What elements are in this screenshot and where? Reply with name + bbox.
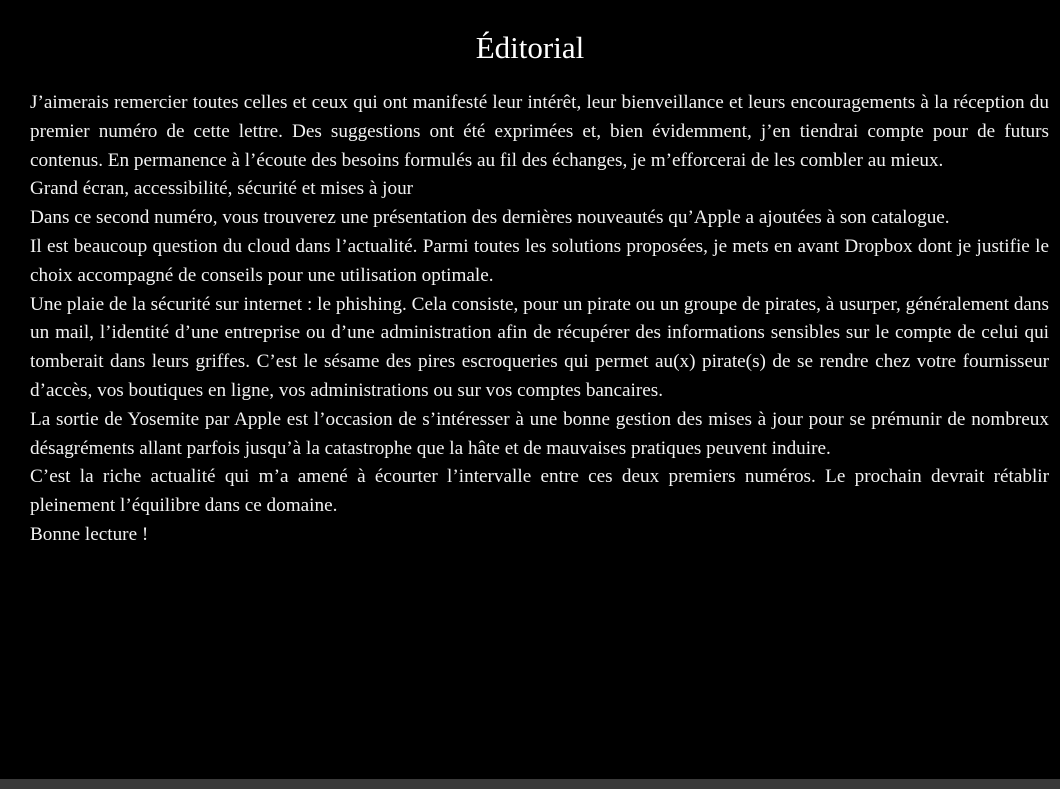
- paragraph-apple-news: Dans ce second numéro, vous trouverez une présentation des dernières nouveautés qu’Apple a ajoutées à son catalogue.: [30, 207, 950, 229]
- paragraph-topics: Grand écran, accessibilité, sécurité et mises à jour: [30, 178, 414, 200]
- paragraph-closing: Bonne lecture !: [30, 523, 149, 545]
- editorial-body: [30, 89, 1049, 550]
- paragraph-cloud: Il est beaucoup question du cloud dans l’actualité. Parmi toutes les solutions proposées, je mets en avant Dropbox dont je justifie le choix accompagné de conseils pour une utilisation optimale.: [30, 235, 1049, 286]
- paragraph-phishing: Une plaie de la sécurité sur internet : le phishing. Cela consiste, pour un pirate ou un groupe de pirates, à usurper, généralement dans un mail, l’identité d’une entreprise ou d’une administration afin de récupérer des informations sensibles sur le compte de celui qui tomberait dans leurs griffes. C’est le sésame des pires escroqueries qui permet au(x) pirate(s) de se rendre chez votre fournisseur d’accès, vos boutiques en ligne, vos administrations ou sur vos comptes bancaires.: [30, 293, 1049, 401]
- paragraph-yosemite: La sortie de Yosemite par Apple est l’occasion de s’intéresser à une bonne gestion des mises à jour pour se prémunir de nombreux désagréments allant parfois jusqu’à la catastrophe que la hâte et de mauvaises pratiques peuvent induire.: [30, 408, 1049, 459]
- paragraph-schedule: C’est la riche actualité qui m’a amené à écourter l’intervalle entre ces deux premiers numéros. Le prochain devrait rétablir pleinement l’équilibre dans ce domaine.: [30, 466, 1049, 517]
- paragraph-intro: J’aimerais remercier toutes celles et ceux qui ont manifesté leur intérêt, leur bienveillance et leurs encouragements à la réception du premier numéro de cette lettre. Des suggestions ont été exprimées et, bien évidemment, j’en tiendrai compte pour de futurs contenus. En permanence à l’écoute des besoins formulés au fil des échanges, je m’efforcerai de les combler au mieux.: [30, 92, 1049, 171]
- bottom-bar: [0, 779, 1060, 789]
- page-title: Éditorial: [475, 30, 585, 65]
